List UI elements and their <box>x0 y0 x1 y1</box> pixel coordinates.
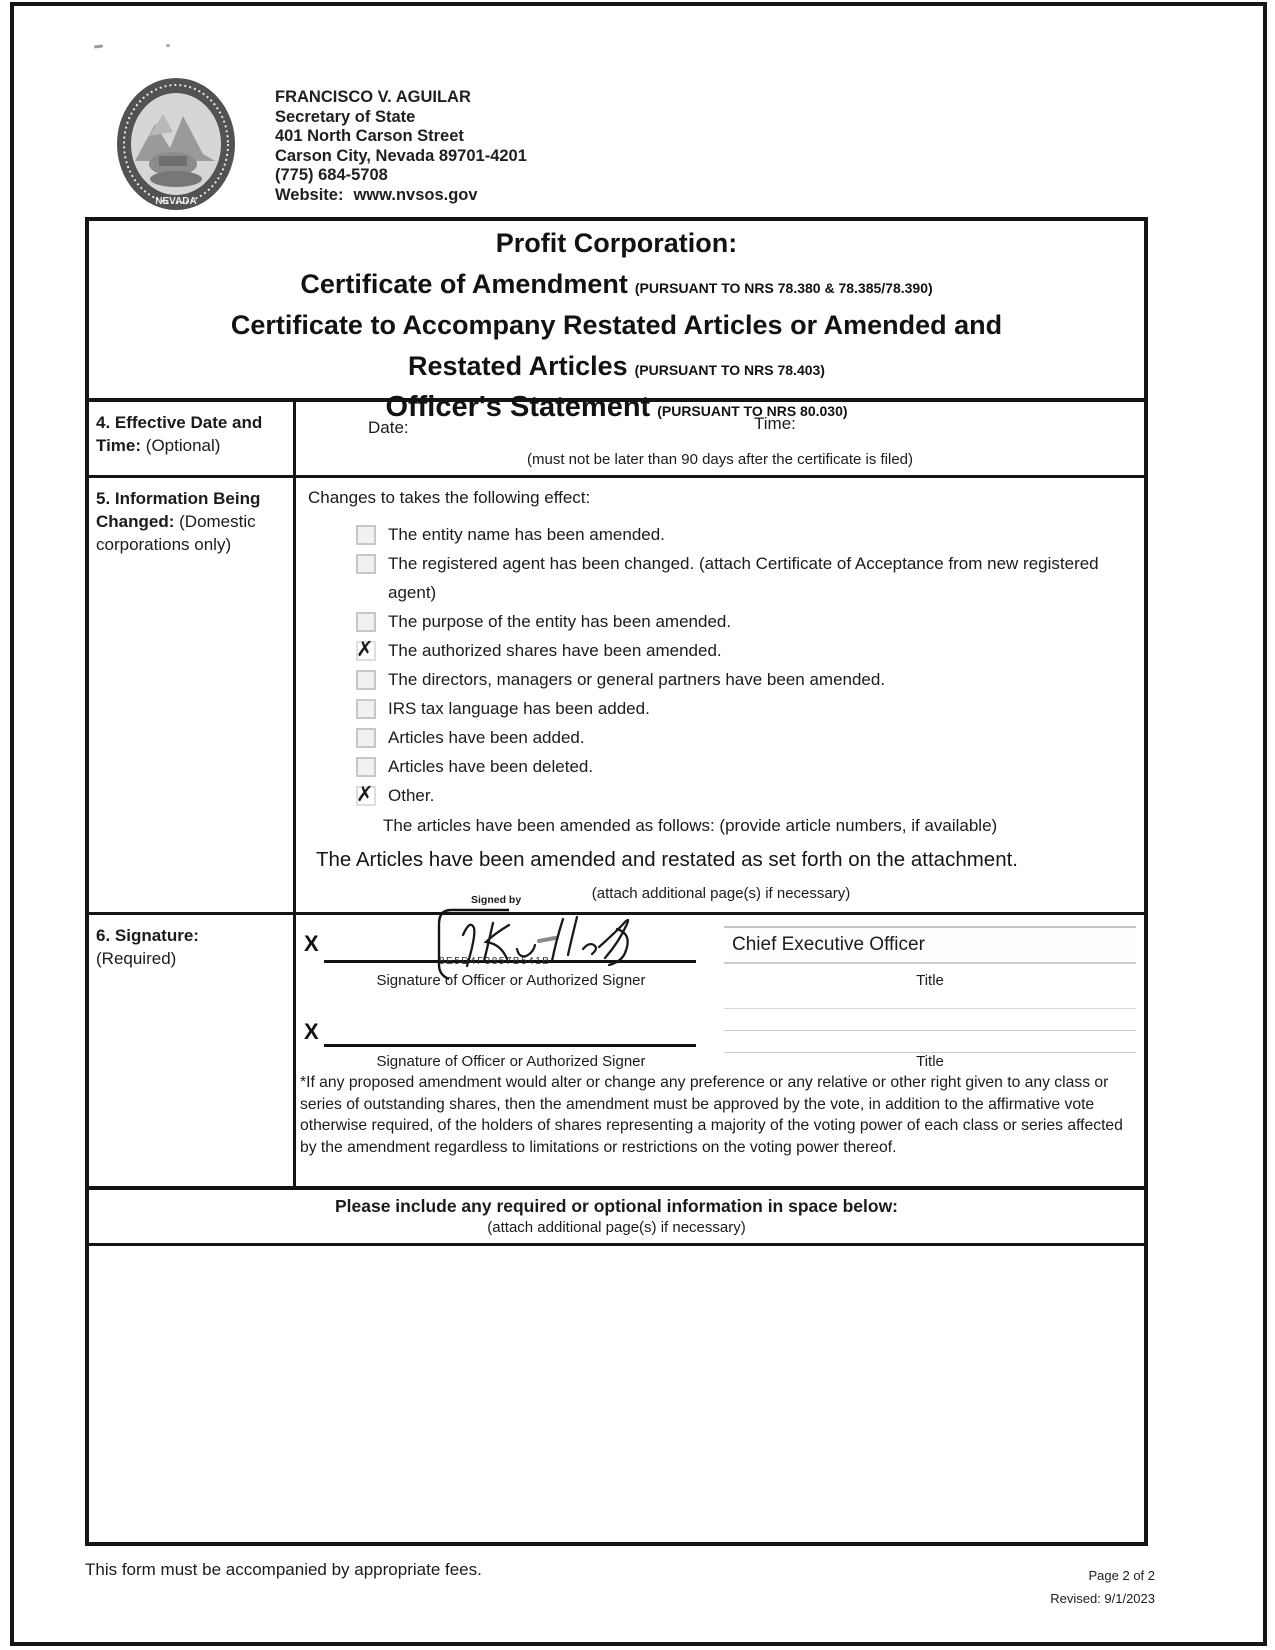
checkbox-label: IRS tax language has been added. <box>388 699 650 718</box>
checkbox-item <box>356 665 1134 694</box>
change-checkbox[interactable] <box>356 525 376 545</box>
checkbox-label: Articles have been deleted. <box>388 757 594 776</box>
footer-meta <box>1050 1564 1155 1610</box>
checkbox-item <box>356 636 1134 665</box>
title-certificate-accompany-1: Certificate to Accompany Restated Articles or Amended and <box>230 310 1003 340</box>
include-info-heading: Please include any required or optional information in space below: <box>334 1196 899 1216</box>
checkbox-label: The directors, managers or general partners have been amended. <box>388 670 886 689</box>
section6-label <box>89 915 296 1186</box>
section6-row <box>89 894 1144 1190</box>
attach-pages-note: (attach additional page(s) if necessary) <box>591 885 851 902</box>
sos-address2: Carson City, Nevada 89701-4201 <box>275 146 527 165</box>
change-checkbox[interactable] <box>356 637 376 661</box>
section4-label-main: 4. Effective Date and Time: <box>96 413 263 455</box>
title1-caption: Title <box>916 972 944 989</box>
sos-website-line <box>275 186 527 206</box>
include-info-subnote: (attach additional page(s) if necessary) <box>487 1219 746 1236</box>
form-table <box>85 402 1148 1546</box>
title-nrs-reference: (PURSUANT TO NRS 78.380 & 78.385/78.390) <box>634 280 933 296</box>
section4-label <box>89 402 296 475</box>
title-nrs-reference: (PURSUANT TO NRS 80.030) <box>657 403 848 419</box>
signature2-x-mark: X <box>304 1019 319 1044</box>
checkbox-item <box>356 723 1134 752</box>
changes-intro: Changes to takes the following effect: <box>308 488 591 507</box>
nevada-state-seal-icon <box>115 76 237 212</box>
checkbox-label: The authorized shares have been amended. <box>388 641 722 660</box>
signature2-line[interactable] <box>324 1044 696 1047</box>
change-checkbox[interactable] <box>356 554 376 574</box>
section4-row <box>89 402 1144 478</box>
sos-title: Secretary of State <box>275 107 416 126</box>
sos-header <box>275 88 527 205</box>
title-profit-corporation: Profit Corporation: <box>495 228 738 258</box>
title2-caption: Title <box>916 1053 944 1070</box>
section5-label-main: 5. Information Being Changed: <box>96 489 261 531</box>
fees-note: This form must be accompanied by appropriate fees. <box>85 1560 482 1579</box>
change-checkbox[interactable] <box>356 757 376 777</box>
change-checkbox[interactable] <box>356 782 376 806</box>
signed-by-bracket <box>439 910 509 979</box>
checkbox-label: The entity name has been amended. <box>388 525 665 544</box>
website-url: www.nvsos.gov <box>353 185 478 204</box>
title1-field[interactable]: Chief Executive Officer <box>724 926 1136 964</box>
signed-by-label: Signed by <box>471 894 522 906</box>
checkbox-x-mark: ✗ <box>356 782 374 806</box>
website-label: Website: <box>275 185 344 204</box>
change-checkbox[interactable] <box>356 670 376 690</box>
svg-text:NEVADA: NEVADA <box>155 196 197 207</box>
title-nrs-reference: (PURSUANT TO NRS 78.403) <box>634 362 825 378</box>
scan-speck <box>166 44 170 47</box>
changes-checkbox-list <box>356 520 1134 810</box>
title-officers-statement: Officer's Statement <box>385 391 651 423</box>
title-certificate-accompany-2: Restated Articles <box>408 351 628 381</box>
sos-address1: 401 North Carson Street <box>275 127 464 145</box>
amendment-statement-text: The Articles have been amended and restated as set forth on the attachment. <box>316 848 1018 871</box>
checkbox-label: Articles have been added. <box>388 728 585 747</box>
checkbox-item <box>356 694 1134 723</box>
signature-id: 8E5D4F3857B541B <box>439 956 551 967</box>
amendment-footnote: *If any proposed amendment would alter or change any preference or any relative or other right given to any class or series of outstanding shares, then the amendment must be approved by the vote, in addition to the affirmative vote otherwise required, of the holders of shares representing a majority of the voting power of each class or series affected by the amendment regardless to limitations or restrictions on the voting power thereof. <box>300 1074 1123 1156</box>
title2-field[interactable] <box>724 1008 1136 1050</box>
checkbox-label: The registered agent has been changed. (attach Certificate of Acceptance from new registered agent) <box>388 554 1099 602</box>
change-checkbox[interactable] <box>356 728 376 748</box>
change-checkbox[interactable] <box>356 699 376 719</box>
checkbox-item <box>356 520 1134 549</box>
revised-date: Revised: 9/1/2023 <box>1050 1591 1155 1606</box>
time-field-label: Time: <box>754 414 796 433</box>
optional-info-space[interactable] <box>89 1246 1144 1546</box>
checkbox-item <box>356 752 1134 781</box>
checkbox-item <box>356 607 1134 636</box>
form-title-box <box>85 217 1148 423</box>
section6-label-sub: (Required) <box>96 949 177 968</box>
section4-content <box>296 402 1144 475</box>
checkbox-item <box>356 781 1134 810</box>
checkbox-label: Other. <box>388 786 435 805</box>
title-certificate-of-amendment: Certificate of Amendment <box>300 269 628 299</box>
scan-speck <box>94 44 103 48</box>
sos-phone: (775) 684-5708 <box>275 166 388 184</box>
checkbox-x-mark: ✗ <box>356 637 374 661</box>
checkbox-item <box>356 549 1134 607</box>
checkbox-label: The purpose of the entity has been amended. <box>388 612 732 631</box>
change-checkbox[interactable] <box>356 612 376 632</box>
section5-row <box>89 478 1144 915</box>
articles-amended-note: The articles have been amended as follows: (provide article numbers, if available) <box>383 816 998 835</box>
signature1-x-mark: X <box>304 931 319 956</box>
page-number: Page 2 of 2 <box>1088 1568 1155 1583</box>
signature2-caption: Signature of Officer or Authorized Signer <box>376 1053 646 1070</box>
section4-label-sub: (Optional) <box>145 436 221 455</box>
sos-name: FRANCISCO V. AGUILAR <box>275 88 471 106</box>
date-field-label: Date: <box>368 418 409 437</box>
signature1-caption: Signature of Officer or Authorized Signer <box>376 972 646 989</box>
include-info-row <box>89 1190 1144 1246</box>
section6-label-main: 6. Signature: <box>96 926 199 945</box>
section5-content <box>296 478 1144 912</box>
section5-label <box>89 478 296 912</box>
section5-label-sub: (Domestic corporations only) <box>96 512 256 554</box>
ninety-day-note: (must not be later than 90 days after the certificate is filed) <box>526 451 914 468</box>
section6-content <box>296 894 1144 1186</box>
